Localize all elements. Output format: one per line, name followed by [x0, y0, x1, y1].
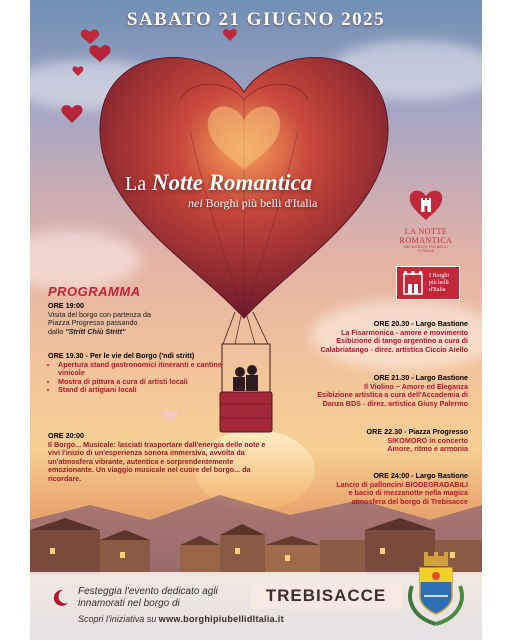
event-time: ORE 19.30 - Per le vie del Borgo ('ndi stritt) — [48, 351, 195, 360]
program-event — [278, 320, 468, 354]
moon-icon — [50, 588, 70, 608]
event-line: atmosfera del borgo di Trebisacce — [351, 496, 468, 506]
event-line — [48, 328, 274, 337]
event-line-text: dallo — [48, 326, 64, 336]
logo-notte-line1: LA NOTTE — [404, 227, 448, 236]
couple-figure — [235, 367, 245, 377]
program-event — [278, 374, 468, 408]
event-title: La Fisarmonica - amore e movimento — [340, 327, 468, 337]
event-line: e bacio di mezzanotte nella magica — [348, 488, 468, 498]
footer-message: Festeggia l'evento dedicato agli innamorati nel borgo di — [78, 586, 218, 609]
event-title — [125, 170, 312, 196]
event-line: Esibizione di tango argentino a cura di — [336, 336, 468, 346]
logo-notte-line2: ROMANTICA — [399, 236, 453, 245]
event-quote: "Stritt Chiù Stritt" — [65, 326, 126, 336]
event-line: Visita del borgo con partenza da — [48, 309, 151, 319]
program-event — [48, 302, 274, 336]
program-title: PROGRAMMA — [48, 284, 141, 299]
borghi-logo-line3: d'Italia — [429, 286, 446, 293]
footer-website — [78, 614, 284, 624]
event-description: Il Borgo... Musicale: lasciati trasportare dall'energia delle note e vivi l'inizio di un'esperienza sonora immersiva, avvolta da un'atmosfera vibrante, autentica e sorprendentemente emozionante. Un viaggio musicale nel cuore del borgo... da ricordare. — [48, 439, 266, 483]
event-line: Lancio di palloncini BIODEGRADABILI — [336, 479, 468, 489]
event-time: ORE 20.30 - Largo Bastione — [373, 319, 468, 328]
town-name: TREBISACCE — [250, 583, 402, 609]
event-date: SABATO 21 GIUGNO 2025 — [126, 9, 386, 30]
event-bullets — [48, 361, 228, 395]
logo-notte-line3: NEI BORGHI PIÙ BELLI D'ITALIA — [404, 245, 448, 253]
event-subtitle-prefix: nei — [188, 196, 203, 210]
event-time: ORE 20:00 — [48, 431, 84, 440]
event-line: Danza BDS - direz. artistica Giusy Palermo — [322, 398, 468, 408]
event-line: Amore, ritmo e armonia — [387, 444, 468, 454]
event-time: ORE 22.30 - Piazza Progresso — [366, 427, 468, 436]
event-title: Il Violino ~ Amore ed Eleganza — [363, 381, 468, 391]
borghi-logo-line2: più belli — [429, 279, 449, 286]
event-title: SIKOMORO in concerto — [387, 435, 468, 445]
program-event — [278, 428, 468, 454]
event-title-main: Notte Romantica — [151, 170, 313, 195]
basket — [220, 392, 272, 432]
event-bullet: • Stand di artigiani locali — [58, 386, 228, 395]
event-time: ORE 24:00 - Largo Bastione — [373, 471, 468, 480]
event-line: Esibizione artistica a cura dell'Accademia di — [317, 390, 468, 400]
heart-icon — [81, 30, 99, 44]
program-event — [48, 432, 278, 484]
event-line: Piazza Progresso passando — [48, 318, 138, 328]
event-title-prefix: La — [125, 173, 147, 195]
program-event — [48, 352, 228, 395]
couple-figure — [247, 365, 257, 375]
event-subtitle-main: Borghi più belli d'Italia — [205, 196, 318, 210]
event-time: ORE 19:00 — [48, 301, 84, 310]
borghi-logo-text — [429, 273, 449, 294]
event-line: Calabriatango - direz. artistica Ciccio Aiello — [320, 344, 468, 354]
notte-romantica-logo — [397, 188, 455, 253]
event-time: ORE 21.30 - Largo Bastione — [373, 373, 468, 382]
heart-icon — [162, 410, 177, 423]
event-subtitle — [188, 196, 317, 211]
heart-icon — [73, 66, 84, 76]
coat-of-arms-icon — [402, 546, 470, 630]
borghi-logo-line1: I Borghi — [429, 272, 450, 279]
heart-castle-icon — [408, 188, 444, 222]
heart-icon — [89, 45, 110, 62]
event-bullet: • Mostra di pittura a cura di artisti locali — [58, 378, 228, 387]
footer-website-su: su — [146, 614, 157, 624]
website-link[interactable]: www.borghipiubellidItalia.it — [158, 614, 284, 624]
event-poster — [30, 0, 482, 640]
footer-website-prefix: Scopri l'iniziativa — [78, 614, 145, 624]
program-event — [278, 472, 468, 506]
castle-icon — [402, 270, 424, 296]
borghi-logo — [396, 266, 460, 300]
heart-icon — [61, 105, 82, 123]
event-bullet: • Apertura stand gastronomici itineranti e cantine vinicole — [58, 361, 228, 378]
